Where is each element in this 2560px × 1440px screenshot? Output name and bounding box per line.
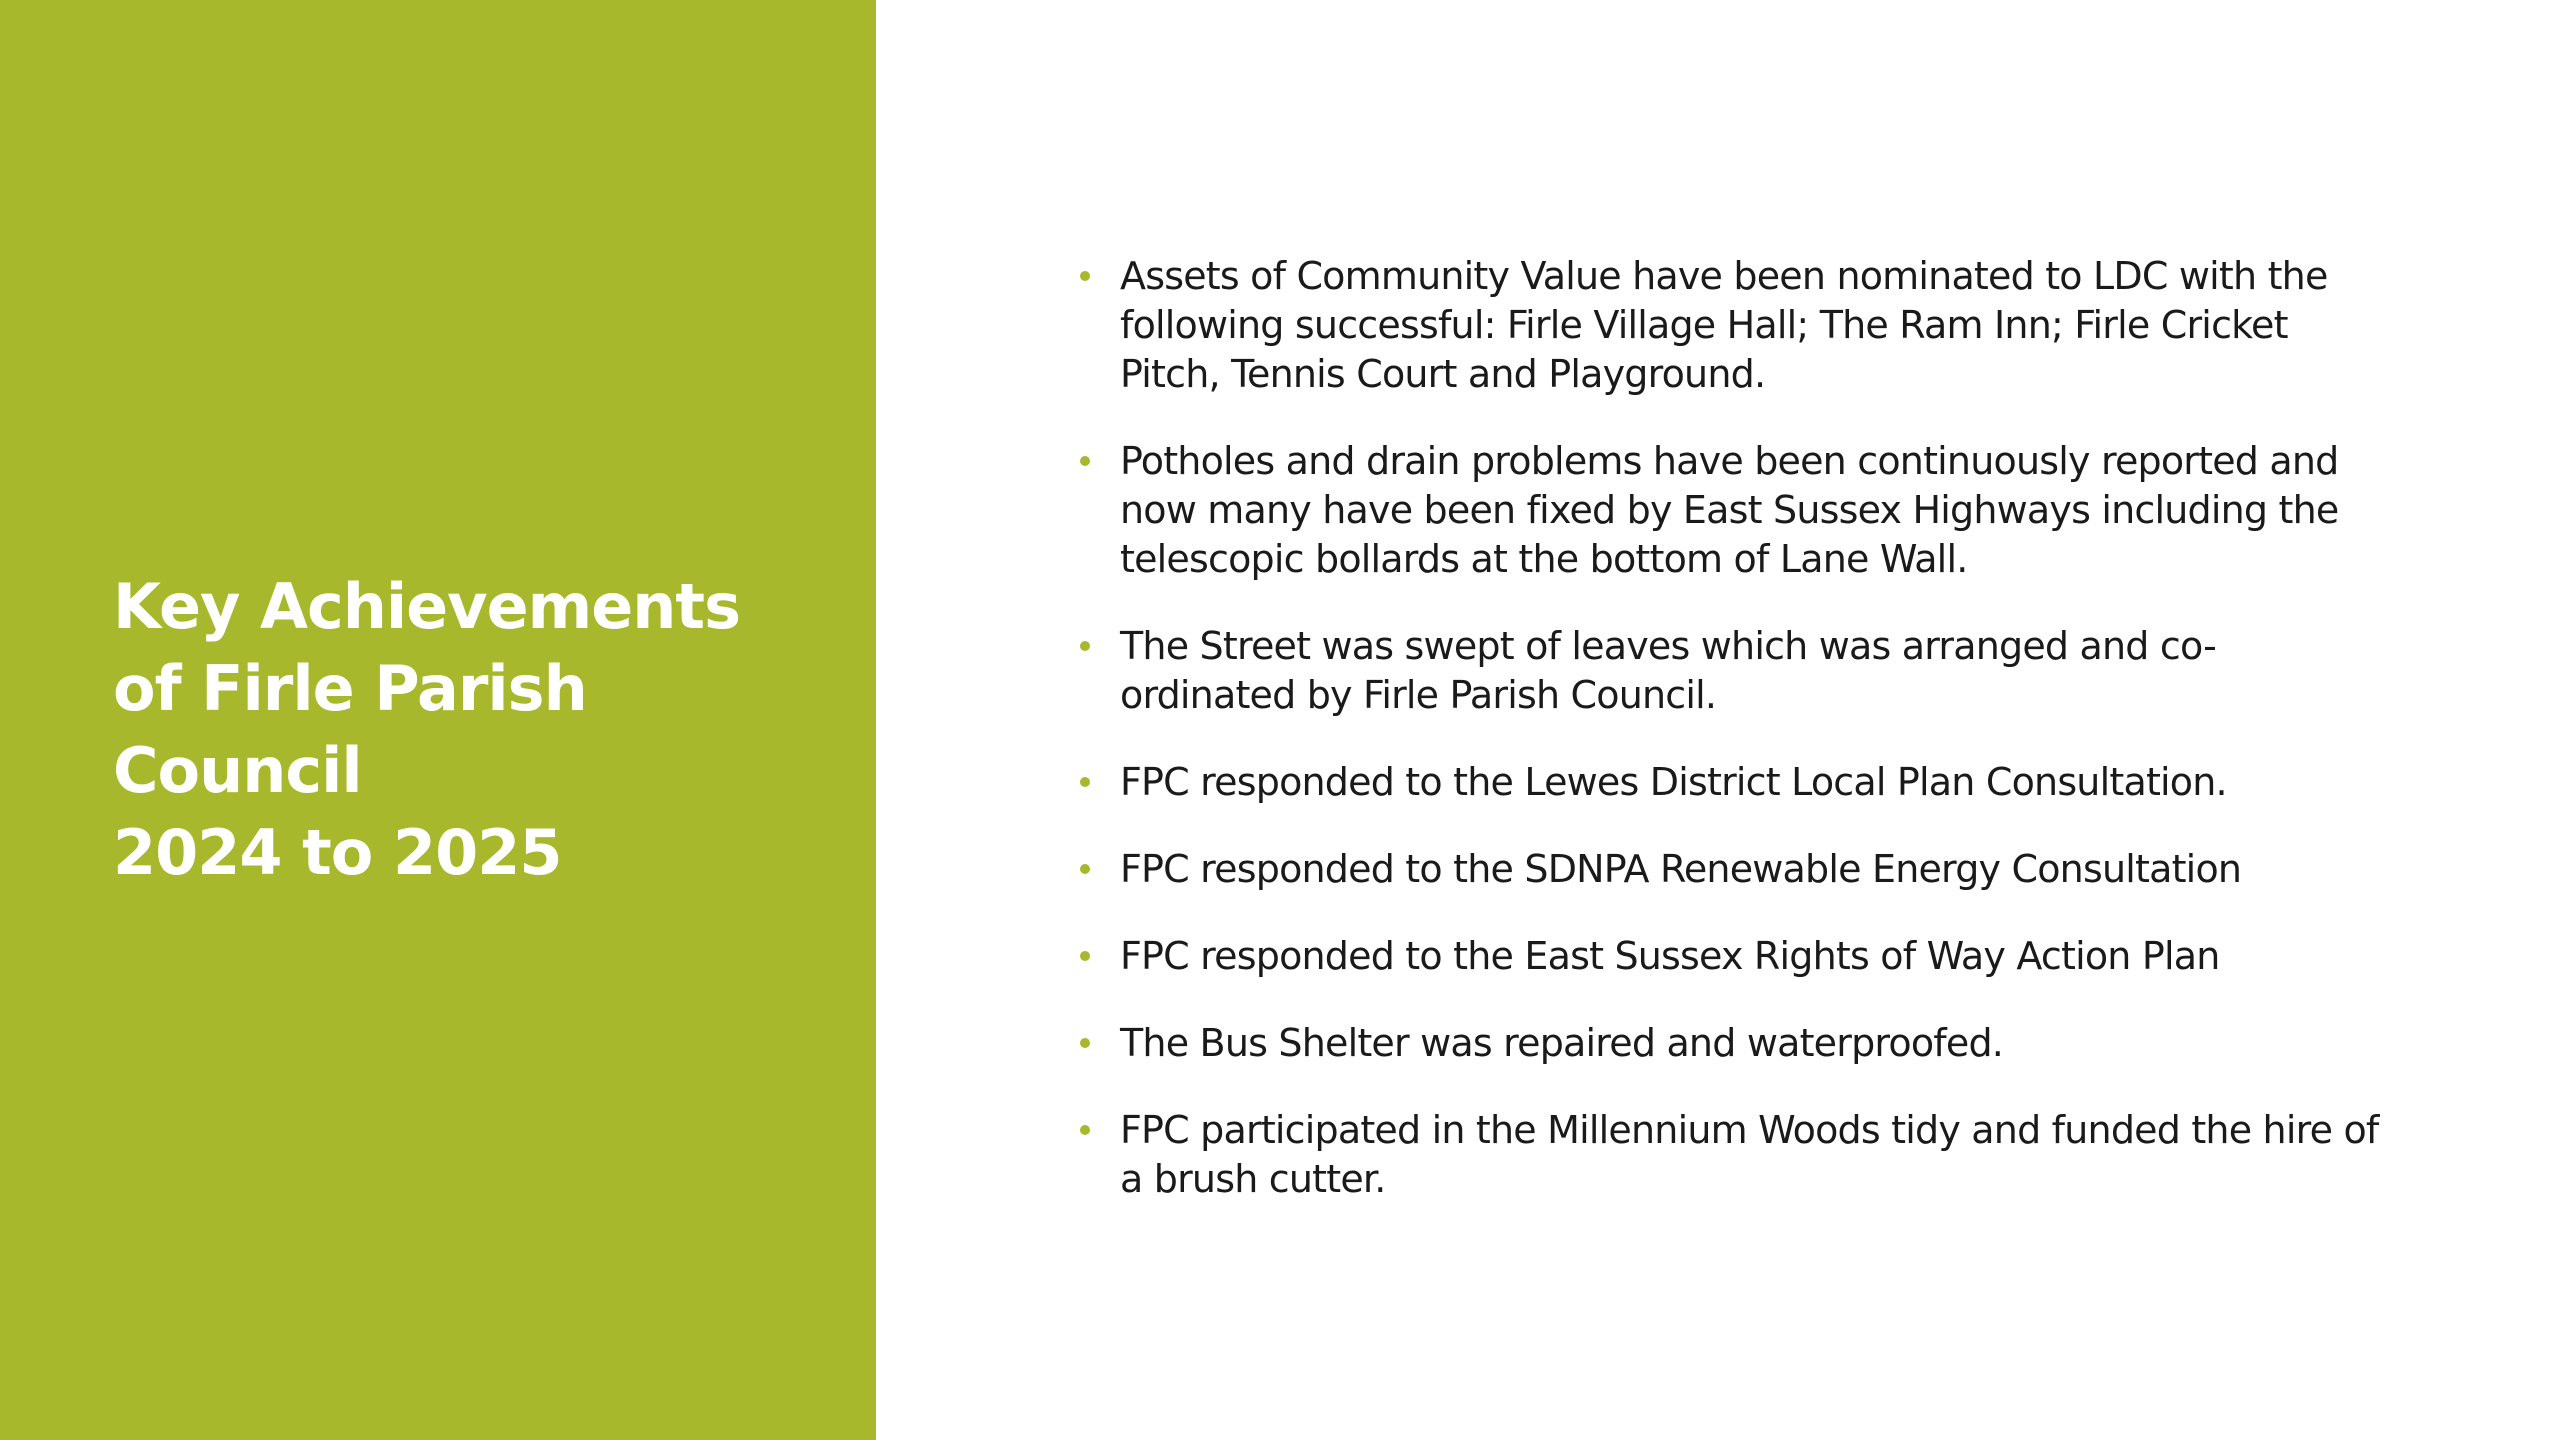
bullet-dot-icon — [1080, 951, 1090, 961]
achievement-item — [1080, 252, 2380, 399]
bullet-dot-icon — [1080, 1125, 1090, 1135]
bullet-dot-icon — [1080, 864, 1090, 874]
achievement-text: The Street was swept of leaves which was arranged and co-ordinated by Firle Parish Council. — [1120, 624, 2217, 717]
title-line-2: of Firle Parish — [113, 652, 587, 725]
achievement-item — [1080, 1106, 2380, 1204]
achievement-item — [1080, 932, 2380, 981]
achievement-text: FPC responded to the East Sussex Rights of Way Action Plan — [1120, 934, 2220, 978]
achievement-item — [1080, 1019, 2380, 1068]
bullet-dot-icon — [1080, 777, 1090, 787]
achievement-item — [1080, 622, 2380, 720]
slide-title — [113, 566, 833, 894]
achievement-text: Potholes and drain problems have been continuously reported and now many have been fixed by East Sussex Highways including the telescopic bollards at the bottom of Lane Wall. — [1120, 439, 2339, 581]
achievement-item — [1080, 758, 2380, 807]
achievement-text: FPC responded to the Lewes District Local Plan Consultation. — [1120, 760, 2227, 804]
achievement-item — [1080, 845, 2380, 894]
title-line-4: 2024 to 2025 — [113, 816, 562, 889]
title-line-1: Key Achievements — [113, 570, 740, 643]
achievement-text: FPC participated in the Millennium Woods tidy and funded the hire of a brush cutter. — [1120, 1108, 2379, 1201]
title-panel — [0, 0, 876, 1440]
achievement-text: Assets of Community Value have been nominated to LDC with the following successful: Firle Village Hall; The Ram Inn; Firle Cricket Pitch, Tennis Court and Playground. — [1120, 254, 2328, 396]
bullet-dot-icon — [1080, 271, 1090, 281]
achievement-text: FPC responded to the SDNPA Renewable Energy Consultation — [1120, 847, 2242, 891]
achievement-text: The Bus Shelter was repaired and waterproofed. — [1120, 1021, 2004, 1065]
title-line-3: Council — [113, 734, 362, 807]
bullet-dot-icon — [1080, 456, 1090, 466]
achievements-list — [1080, 252, 2380, 1242]
achievement-item — [1080, 437, 2380, 584]
bullet-dot-icon — [1080, 1038, 1090, 1048]
bullet-dot-icon — [1080, 641, 1090, 651]
